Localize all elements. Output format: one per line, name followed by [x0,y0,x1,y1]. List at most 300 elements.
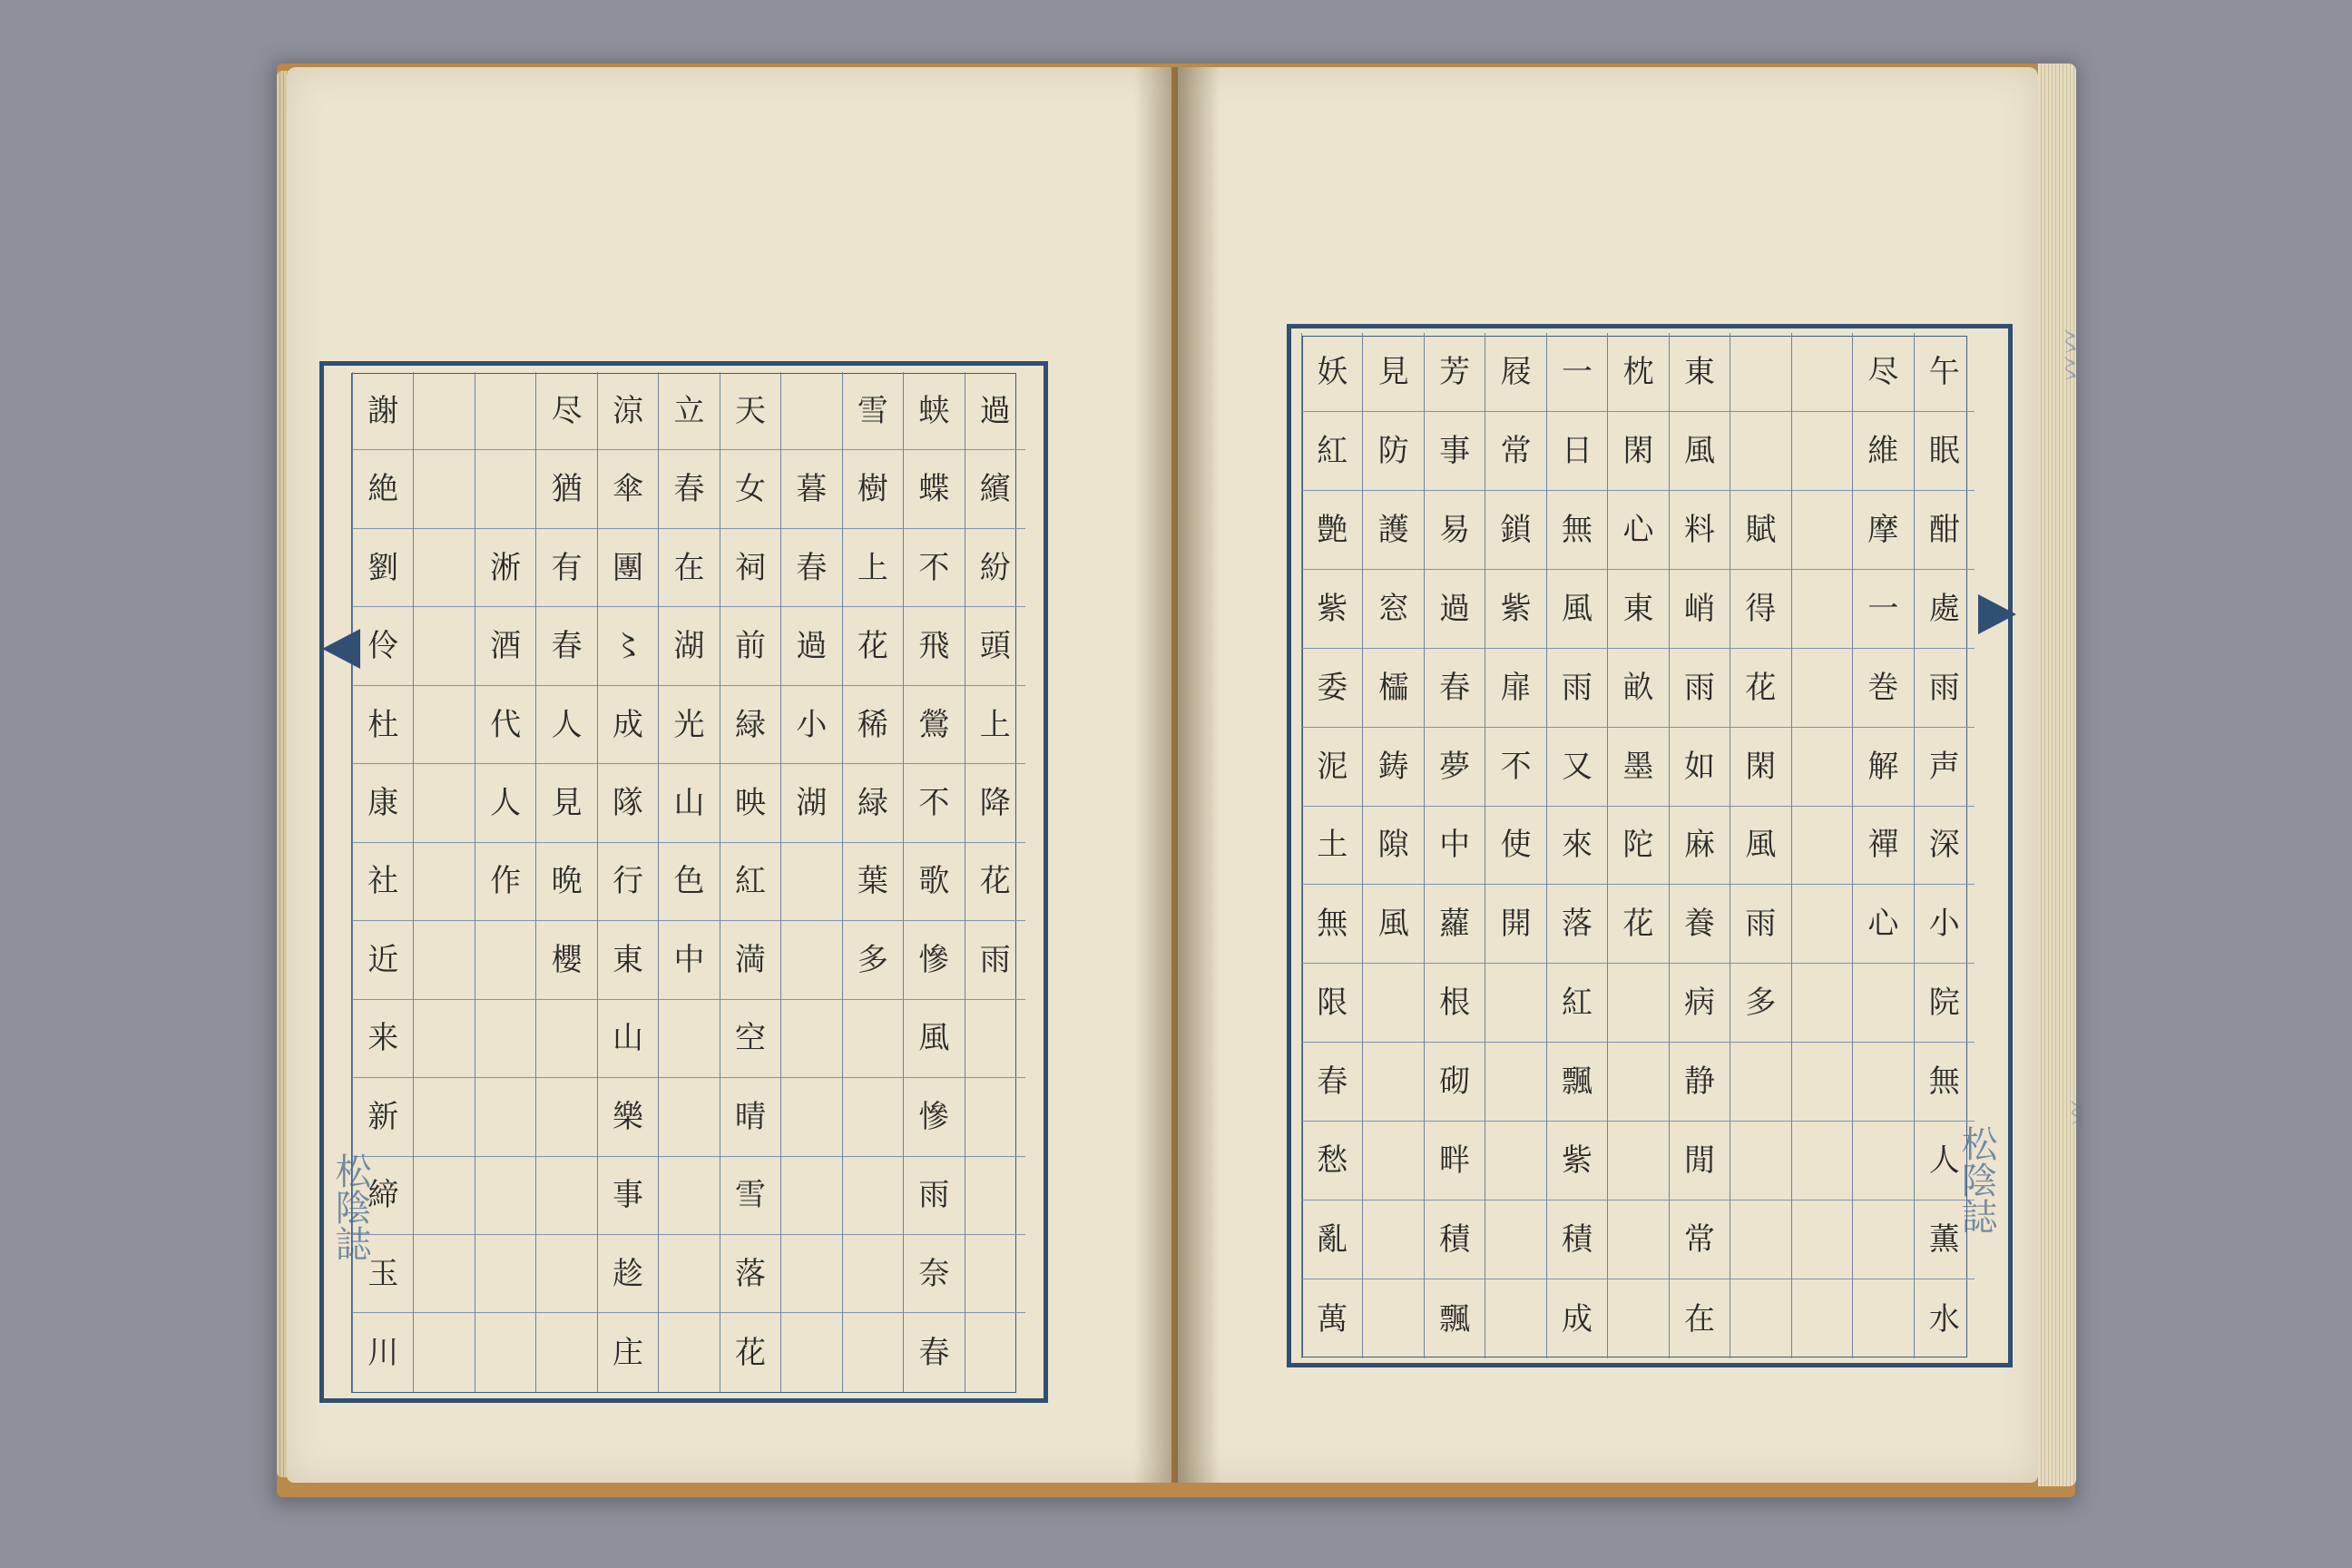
text-cell: 小 [1915,885,1975,964]
text-cell: 雪 [843,372,903,450]
text-cell: 立 [659,372,719,450]
text-cell [414,529,474,607]
text-cell: 賦 [1730,491,1790,570]
text-column [780,372,841,1392]
text-cell: 墨 [1608,728,1668,807]
text-cell: 事 [598,1157,658,1235]
text-cell: 來 [1547,807,1607,886]
text-cell [475,1313,535,1391]
text-cell: 萬 [1317,1300,1348,1338]
text-cell: 作 [475,843,535,921]
text-cell: 上 [843,529,903,607]
text-cell: 深 [1915,807,1975,886]
text-column [842,372,903,1392]
text-cell [475,372,535,450]
text-cell [1792,964,1852,1043]
text-cell [1853,1200,1913,1279]
text-cell: 風 [1670,412,1730,491]
text-cell [1730,412,1790,491]
text-cell [1792,1122,1852,1200]
text-cell: 院 [1915,964,1975,1043]
text-cell: 代 [475,686,535,764]
text-cell: 謝 [353,372,413,450]
text-cell: 養 [1670,885,1730,964]
text-cell: 絶 [353,450,413,528]
text-cell: 飄 [1547,1043,1607,1122]
text-cell: 在 [659,529,719,607]
text-column [1852,333,1913,1358]
text-cell: 落 [1547,885,1607,964]
text-cell: 窓 [1363,570,1423,649]
text-cell: 前 [720,607,780,685]
text-cell: 砌 [1425,1043,1485,1122]
text-cell [781,372,841,450]
text-cell [536,1157,596,1235]
text-cell: 蛱 [904,372,964,450]
text-cell: 常 [1670,1200,1730,1279]
text-cell: 〻 [598,607,658,685]
text-cell [1792,1279,1852,1358]
text-cell [1853,1279,1913,1358]
text-column [903,372,964,1392]
text-cell [414,686,474,764]
text-column [1607,333,1668,1358]
text-cell: 峭 [1670,570,1730,649]
text-cell: 鶯 [904,686,964,764]
text-cell: 稀 [843,686,903,764]
text-cell: 杜 [353,686,413,764]
text-cell: 春 [1302,1043,1362,1122]
text-cell: 尽 [1853,333,1913,412]
text-cell: 緑 [720,686,780,764]
text-cell: 心 [1608,491,1668,570]
text-cell: 川 [368,1334,399,1371]
text-cell: 櫻 [536,921,596,999]
text-cell: 風 [1730,807,1790,886]
text-cell: 隙 [1363,807,1423,886]
text-cell: 晴 [720,1078,780,1156]
text-cell [536,1078,596,1156]
text-column [1730,333,1790,1358]
text-cell [843,1078,903,1156]
text-cell: 蝶 [904,450,964,528]
left-text-grid [352,372,1025,1392]
text-column [475,372,535,1392]
text-cell: 酒 [475,607,535,685]
text-cell: 春 [918,1334,950,1371]
text-cell: 映 [720,764,780,842]
text-cell [1730,1122,1790,1200]
text-cell: 過 [781,607,841,685]
text-cell: 趁 [598,1235,658,1313]
text-cell: 空 [720,1000,780,1078]
text-cell: 涼 [598,372,658,450]
text-cell: 紅 [1302,412,1362,491]
text-cell: 紫 [1547,1122,1607,1200]
text-cell: 扉 [1485,649,1545,728]
right-margin-label: 松陰誌 [1955,1125,1997,1234]
text-column [658,372,719,1392]
text-cell: 淅 [475,529,535,607]
text-cell: 雪 [720,1157,780,1235]
text-cell: 風 [1547,570,1607,649]
text-cell [475,921,535,999]
text-cell: 雨 [965,921,1025,999]
text-cell: 根 [1425,964,1485,1043]
text-cell: 康 [353,764,413,842]
text-cell: 静 [1670,1043,1730,1122]
text-cell: 在 [1683,1300,1715,1338]
text-column [1362,333,1423,1358]
text-cell: 春 [1425,649,1485,728]
text-column [720,372,780,1392]
right-text-grid [1301,333,1975,1358]
text-cell [414,1078,474,1156]
text-cell [1363,1200,1423,1279]
text-cell: 隊 [598,764,658,842]
text-cell [414,843,474,921]
text-cell: 心 [1853,885,1913,964]
text-cell: 一 [1853,570,1913,649]
text-cell [414,607,474,685]
text-cell: 處 [1915,570,1975,649]
text-cell [965,1235,1025,1313]
text-column [1424,333,1485,1358]
text-cell: 過 [965,372,1025,450]
text-cell: 人 [1915,1122,1975,1200]
text-cell: 巻 [1853,649,1913,728]
text-cell [659,1235,719,1313]
text-cell: 降 [965,764,1025,842]
text-cell: 雨 [1915,649,1975,728]
text-cell: 一 [1547,333,1607,412]
text-cell [1730,1200,1790,1279]
text-cell [536,1000,596,1078]
text-cell: 蘿 [1425,885,1485,964]
text-cell [1792,491,1852,570]
text-cell: 葉 [843,843,903,921]
text-cell [1730,1043,1790,1122]
text-cell [1792,1200,1852,1279]
text-cell [1608,1279,1668,1358]
text-cell: 亂 [1302,1200,1362,1279]
text-cell [414,450,474,528]
text-cell: 陀 [1608,807,1668,886]
text-cell [1792,570,1852,649]
text-cell [1853,964,1913,1043]
text-cell: 祠 [720,529,780,607]
text-cell: 雨 [1547,649,1607,728]
text-cell: 花 [843,607,903,685]
text-cell [1792,807,1852,886]
text-cell: 團 [598,529,658,607]
text-cell: 雨 [1730,885,1790,964]
text-cell [414,1235,474,1313]
text-cell: 雨 [1670,649,1730,728]
text-cell: 風 [904,1000,964,1078]
text-cell [414,764,474,842]
text-cell: 土 [1302,807,1362,886]
text-cell: 中 [659,921,719,999]
text-cell [659,1157,719,1235]
text-cell: 伶 [353,607,413,685]
text-cell: 人 [536,686,596,764]
text-cell [659,1078,719,1156]
text-cell: 成 [598,686,658,764]
text-cell: 紛 [965,529,1025,607]
text-cell: 山 [659,764,719,842]
text-cell: 人 [475,764,535,842]
text-cell: 花 [965,843,1025,921]
text-cell [1792,412,1852,491]
text-cell [1792,333,1852,412]
text-cell: 日 [1547,412,1607,491]
right-page-edges [2038,64,2076,1486]
text-cell: 枕 [1608,333,1668,412]
text-cell: 暮 [781,450,841,528]
text-cell: 畝 [1608,649,1668,728]
text-cell: 使 [1485,807,1545,886]
text-cell: 女 [720,450,780,528]
text-cell: 屐 [1485,333,1545,412]
text-cell: 小 [781,686,841,764]
text-cell: 過 [1425,570,1485,649]
text-cell: 来 [353,1000,413,1078]
text-cell [1363,1043,1423,1122]
text-cell [1363,1279,1423,1358]
text-cell [1485,1043,1545,1122]
text-cell [781,921,841,999]
text-cell: 頭 [965,607,1025,685]
text-column [1301,333,1362,1358]
text-cell [965,1000,1025,1078]
text-cell [414,1313,474,1391]
text-cell: 慘 [904,921,964,999]
text-cell: 解 [1853,728,1913,807]
text-cell [1792,649,1852,728]
text-cell: 鎖 [1485,491,1545,570]
text-cell: 晩 [536,843,596,921]
text-cell: 春 [536,607,596,685]
text-cell [414,921,474,999]
text-cell [781,1000,841,1078]
text-cell: 緑 [843,764,903,842]
text-cell: 紫 [1485,570,1545,649]
text-cell: 歌 [904,843,964,921]
text-cell: 多 [843,921,903,999]
left-margin-label: 松陰誌 [329,1152,371,1261]
text-cell: 落 [720,1235,780,1313]
text-cell [965,1157,1025,1235]
text-cell: 得 [1730,570,1790,649]
text-cell: 樹 [843,450,903,528]
text-cell: 東 [1670,333,1730,412]
text-cell: 光 [659,686,719,764]
text-cell: 摩 [1853,491,1913,570]
text-cell: 愁 [1302,1122,1362,1200]
text-cell: 不 [904,529,964,607]
text-cell [659,1000,719,1078]
text-cell: 防 [1363,412,1423,491]
text-cell: 劉 [353,529,413,607]
text-cell: 閑 [1730,728,1790,807]
book-gutter [1134,67,1220,1483]
text-cell [1792,885,1852,964]
text-cell: 奈 [904,1235,964,1313]
text-cell [843,1157,903,1235]
text-column [965,372,1025,1392]
text-cell: 積 [1547,1200,1607,1279]
text-cell: 料 [1670,491,1730,570]
text-cell [1853,1043,1913,1122]
text-cell [1485,1122,1545,1200]
text-cell: 慘 [904,1078,964,1156]
text-cell: 成 [1562,1300,1593,1338]
text-cell [965,1313,1025,1391]
text-cell: 不 [904,764,964,842]
text-cell: 有 [536,529,596,607]
right-edge-bleed-2: 〻 [2057,1098,2089,1125]
text-cell: 禪 [1853,807,1913,886]
text-cell: 紅 [1547,964,1607,1043]
text-cell [781,1078,841,1156]
text-cell: 積 [1425,1200,1485,1279]
text-cell: 眠 [1915,412,1975,491]
text-cell: 花 [1608,885,1668,964]
text-cell: 事 [1425,412,1485,491]
text-cell: 午 [1915,333,1975,412]
text-cell: 閑 [1608,412,1668,491]
text-cell: 櫺 [1363,649,1423,728]
text-cell [843,1235,903,1313]
text-cell [1608,1043,1668,1122]
text-cell: 庄 [612,1334,644,1371]
text-cell: 中 [1425,807,1485,886]
text-cell: 畔 [1425,1122,1485,1200]
text-cell: 花 [734,1334,766,1371]
text-cell: 色 [659,843,719,921]
text-column [413,372,474,1392]
text-cell [659,1313,719,1391]
text-cell: 雨 [904,1157,964,1235]
text-cell: 麻 [1670,807,1730,886]
text-cell: 締 [353,1157,413,1235]
text-cell [414,372,474,450]
text-cell [1792,728,1852,807]
text-cell: 病 [1670,964,1730,1043]
text-cell: 近 [353,921,413,999]
text-cell [1730,1279,1790,1358]
text-cell: 酣 [1915,491,1975,570]
text-cell: 山 [598,1000,658,1078]
text-cell [1485,964,1545,1043]
text-cell: 無 [1547,491,1607,570]
right-edge-bleed: 〻〻 [2051,327,2082,381]
left-fold-mark [322,629,360,669]
text-cell [475,1235,535,1313]
text-cell: 常 [1485,412,1545,491]
text-cell: 樂 [598,1078,658,1156]
text-column [1791,333,1852,1358]
text-cell: 風 [1363,885,1423,964]
text-cell: 花 [1730,649,1790,728]
text-column [535,372,596,1392]
text-cell [1608,964,1668,1043]
text-cell: 泥 [1302,728,1362,807]
text-cell: 猶 [536,450,596,528]
text-cell: 護 [1363,491,1423,570]
text-column [597,372,658,1392]
text-cell: 傘 [598,450,658,528]
text-cell [475,450,535,528]
text-cell: 声 [1915,728,1975,807]
text-cell [1608,1122,1668,1200]
text-cell: 飄 [1439,1300,1471,1338]
text-cell [843,1313,903,1391]
text-cell: 紫 [1302,570,1362,649]
text-cell: 春 [781,529,841,607]
text-cell [781,1313,841,1391]
text-cell [536,1235,596,1313]
right-fold-mark [1978,594,2016,634]
text-cell: 新 [353,1078,413,1156]
text-cell: 上 [965,686,1025,764]
text-cell [536,1313,596,1391]
text-cell [781,843,841,921]
text-cell: 妖 [1302,333,1362,412]
text-cell: 東 [598,921,658,999]
text-cell: 委 [1302,649,1362,728]
text-cell: 開 [1485,885,1545,964]
text-cell [1792,1043,1852,1122]
text-cell [1853,1122,1913,1200]
text-column [1485,333,1545,1358]
text-cell [965,1078,1025,1156]
text-cell: 紅 [720,843,780,921]
text-cell: 見 [536,764,596,842]
text-cell: 見 [1363,333,1423,412]
text-cell [781,1235,841,1313]
text-cell: 東 [1608,570,1668,649]
text-cell: 薫 [1915,1200,1975,1279]
text-cell: 繽 [965,450,1025,528]
text-cell [1485,1200,1545,1279]
text-cell [475,1157,535,1235]
text-cell: 如 [1670,728,1730,807]
text-column [1546,333,1607,1358]
text-cell: 艶 [1302,491,1362,570]
text-cell: 飛 [904,607,964,685]
text-cell: 夢 [1425,728,1485,807]
text-cell: 易 [1425,491,1485,570]
text-cell [1363,1122,1423,1200]
text-column [1669,333,1730,1358]
text-cell: 芳 [1425,333,1485,412]
text-cell: 限 [1302,964,1362,1043]
text-cell: 玉 [353,1235,413,1313]
text-cell [843,1000,903,1078]
text-cell: 無 [1302,885,1362,964]
text-cell: 鋳 [1363,728,1423,807]
text-cell: 春 [659,450,719,528]
text-cell: 維 [1853,412,1913,491]
text-cell: 多 [1730,964,1790,1043]
text-cell [1485,1279,1545,1358]
text-cell: 社 [353,843,413,921]
text-cell: 閒 [1670,1122,1730,1200]
text-cell: 満 [720,921,780,999]
text-cell [781,1157,841,1235]
